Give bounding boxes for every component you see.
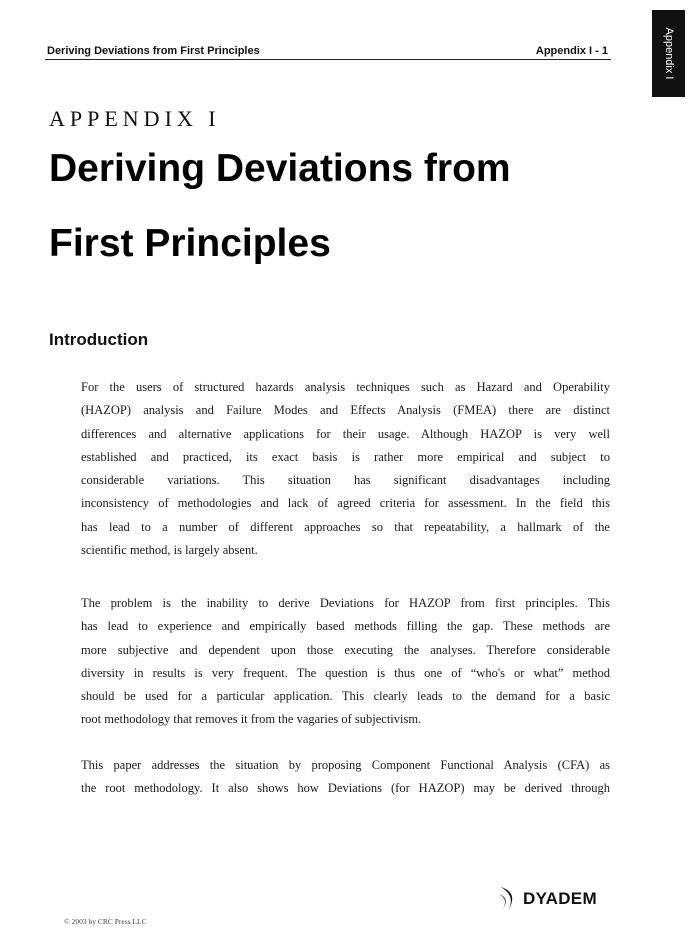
section-heading: Introduction (49, 330, 149, 349)
copyright-notice: © 2003 by CRC Press LLC (64, 917, 147, 926)
chapter-title-line-1: Deriving Deviations from (49, 147, 511, 190)
paragraph-line: established and practiced, its exact basis is rather more empirical and subject to (81, 449, 610, 464)
appendix-side-tab (652, 10, 685, 97)
paragraph-line: has lead to a number of different approaches so that repeatability, a hallmark of the (81, 519, 610, 534)
paragraph-line: more subjective and dependent upon those executing the analyses. Therefore considerable (81, 642, 610, 657)
paragraph-line: inconsistency of methodologies and lack of agreed criteria for assessment. In the field this (81, 496, 610, 511)
dyadem-logo-text: DYADEM (523, 889, 597, 908)
paragraph-line: For the users of structured hazards analysis techniques such as Hazard and Operability (81, 380, 610, 394)
paragraph-line: (HAZOP) analysis and Failure Modes and Effects Analysis (FMEA) there are distinct (81, 403, 610, 418)
header-rule (45, 59, 611, 60)
paragraph-line: considerable variations. This situation has significant disadvantages including (81, 473, 610, 488)
paragraph-line: root methodology that removes it from the vagaries of subjectivism. (81, 712, 422, 727)
paragraph-1 (81, 376, 610, 562)
paragraph-line: has lead to experience and empirically based methods filling the gap. These methods are (81, 619, 610, 634)
paragraph-line: scientific method, is largely absent. (81, 543, 258, 558)
paragraph-line: This paper addresses the situation by proposing Component Functional Analysis (CFA) as (81, 758, 610, 772)
paragraph-3 (81, 754, 610, 801)
chapter-title-line-2: First Principles (49, 222, 331, 265)
paragraph-line: the root methodology. It also shows how Deviations (for HAZOP) may be derived through (81, 781, 610, 796)
running-header-title: Deriving Deviations from First Principles (47, 45, 260, 57)
paragraph-line: differences and alternative applications for their usage. Although HAZOP is very well (81, 426, 610, 441)
paragraph-2 (81, 592, 610, 732)
running-header-page-label: Appendix I - 1 (535, 45, 608, 57)
dyadem-logo (498, 885, 597, 913)
paragraph-line: The problem is the inability to derive Deviations for HAZOP from first principles. This (81, 596, 610, 610)
paragraph-line: diversity in results is very frequent. The question is thus one of “who's or what” method (81, 665, 610, 680)
dyadem-logo-mark-icon (498, 885, 520, 913)
appendix-label: APPENDIX I (49, 106, 221, 131)
paragraph-line: should be used for a particular application. This clearly leads to the demand for a basic (81, 689, 610, 704)
appendix-side-tab-label: Appendix I (663, 27, 675, 80)
